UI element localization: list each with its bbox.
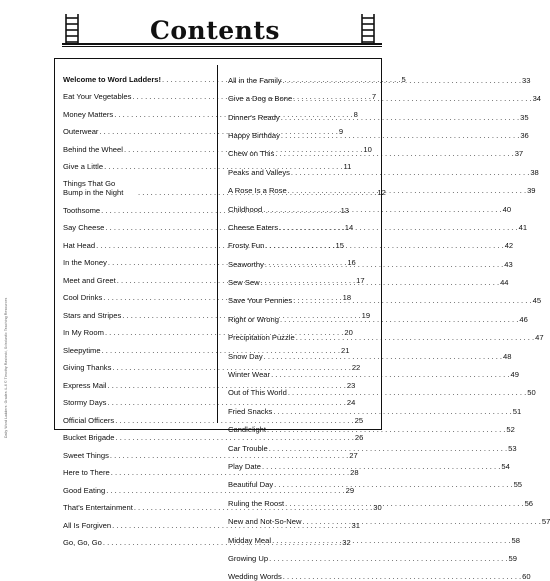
- toc-entry-title: Sew Sew: [228, 278, 260, 288]
- toc-entry-title: Beautiful Day: [228, 480, 274, 490]
- dot-leader: [279, 224, 517, 232]
- toc-entry-title: Things That Go Bump in the Night: [63, 179, 124, 197]
- toc-entry-page: 7: [371, 92, 377, 102]
- toc-entry: [228, 397, 522, 416]
- toc-entry-page: 21: [340, 345, 350, 355]
- toc-entry-title: Seaworthy: [228, 259, 264, 269]
- toc-entry-title: Stars and Stripes: [63, 310, 122, 320]
- toc-entry: [228, 140, 524, 159]
- dot-leader: [280, 316, 518, 324]
- toc-entry: [228, 195, 512, 214]
- toc-entry-page: 48: [503, 351, 512, 361]
- toc-entry-title: Welcome to Word Ladders!: [63, 74, 162, 84]
- contents-box: [54, 58, 550, 581]
- toc-entry-title: Money Matters: [63, 109, 114, 119]
- toc-entry-title: Official Officers: [63, 415, 115, 425]
- toc-entry-title: Happy Birthday: [228, 130, 280, 140]
- toc-entry-page: 47: [535, 333, 544, 343]
- dot-leader: [262, 463, 500, 471]
- toc-entry: [228, 434, 517, 453]
- ladder-icon: [358, 14, 378, 44]
- toc-entry: [228, 103, 529, 122]
- toc-entry-title: Cheese Eaters: [228, 222, 279, 232]
- toc-entry-page: 15: [335, 240, 344, 250]
- dot-leader: [291, 169, 529, 177]
- toc-entry-page: 60: [522, 572, 531, 581]
- toc-entry: [228, 121, 529, 140]
- dot-leader: [283, 74, 521, 85]
- toc-entry-title: A Rose Is a Rose: [228, 186, 287, 196]
- toc-entry-title: Snow Day: [228, 351, 263, 361]
- toc-entry-title: Outerwear: [63, 127, 99, 137]
- toc-entry-title: Hat Head: [63, 240, 96, 250]
- toc-entry-page: 19: [361, 310, 371, 320]
- dot-leader: [293, 297, 531, 305]
- toc-entry: [228, 360, 519, 380]
- dot-leader: [274, 481, 512, 489]
- toc-entry-page: 56: [524, 498, 534, 508]
- toc-entry-title: Meet and Greet: [63, 275, 116, 285]
- dot-leader: [283, 573, 521, 581]
- toc-entry-title: Give a Little: [63, 162, 104, 172]
- toc-entry-page: 36: [520, 130, 529, 140]
- toc-entry-page: 30: [373, 503, 382, 513]
- toc-entry-page: 43: [504, 259, 513, 269]
- toc-entry-title: In the Money: [63, 258, 107, 268]
- toc-entry-page: 17: [356, 275, 365, 285]
- toc-entry-title: Stormy Days: [63, 398, 107, 408]
- toc-entry-title: All Is Forgiven: [63, 520, 112, 530]
- toc-entry-page: 44: [500, 278, 509, 288]
- dot-leader: [285, 500, 523, 508]
- toc-entry-title: Ruling the Roost: [228, 498, 285, 508]
- toc-entry-page: 35: [520, 112, 529, 122]
- dot-leader: [293, 92, 531, 103]
- toc-entry-page: 57: [541, 517, 550, 527]
- toc-entry-title: Play Date: [228, 462, 261, 471]
- toc-entry-title: Chew on This: [228, 149, 275, 159]
- toc-entry-page: 42: [504, 241, 514, 251]
- header-rule: [62, 43, 382, 47]
- dot-leader: [263, 206, 501, 214]
- toc-entry-page: 16: [347, 258, 356, 268]
- toc-entry-page: 31: [351, 520, 360, 530]
- toc-entry-page: 51: [512, 406, 522, 416]
- toc-entry-title: Sweet Things: [63, 450, 109, 460]
- toc-entry-title: Frosty Fun: [228, 241, 265, 251]
- toc-entry-title: Midday Meal: [228, 535, 272, 545]
- toc-entry-page: 12: [377, 188, 386, 198]
- toc-entry-title: Good Eating: [63, 485, 106, 495]
- toc-entry: [228, 268, 509, 288]
- dot-leader: [275, 150, 513, 158]
- toc-entry-page: 38: [530, 167, 539, 177]
- toc-entry: [228, 250, 513, 269]
- toc-entry: [228, 342, 512, 361]
- dot-leader: [273, 408, 511, 416]
- column-divider: [217, 65, 218, 423]
- dot-leader: [269, 445, 507, 453]
- toc-entry-title: New and Not-So-New: [228, 517, 302, 527]
- dot-leader: [265, 242, 503, 250]
- toc-entry-page: 55: [513, 480, 523, 490]
- toc-entry-title: Toothsome: [63, 205, 101, 215]
- toc-entry-page: 37: [514, 149, 524, 159]
- dot-leader: [265, 258, 503, 269]
- toc-entry-page: 26: [354, 433, 364, 443]
- toc-entry-page: 39: [527, 186, 536, 196]
- toc-entry-title: Here to There: [63, 468, 110, 478]
- toc-entry-page: 33: [522, 75, 531, 85]
- toc-entry-page: 46: [519, 314, 528, 324]
- toc-entry-page: 53: [508, 443, 517, 453]
- toc-entry-page: 49: [510, 370, 519, 380]
- page-title: Contents: [149, 16, 280, 45]
- toc-entry-page: 24: [346, 398, 356, 408]
- toc-entry-page: 8: [353, 109, 358, 119]
- dot-leader: [271, 371, 509, 379]
- toc-entry: [228, 563, 531, 581]
- dot-leader: [288, 187, 526, 198]
- toc-entry-page: 5: [401, 74, 406, 84]
- toc-entry-title: Behind the Wheel: [63, 144, 123, 154]
- toc-entry-page: 58: [511, 535, 520, 545]
- toc-entry-page: 9: [338, 127, 344, 137]
- copyright-caption: Daily Word Ladders: Grades 4–6 © Timothy Rasinski, Scholastic Teaching Resources: [4, 297, 8, 438]
- toc-entry-page: 18: [342, 293, 352, 303]
- toc-entry-page: 23: [346, 380, 356, 390]
- dot-leader: [267, 426, 505, 434]
- toc-entry-title: All in the Family: [228, 75, 282, 85]
- toc-entry-title: Cool Drinks: [63, 293, 103, 303]
- toc-entry: [228, 305, 528, 324]
- toc-entry-title: Childhood: [228, 204, 263, 214]
- toc-entry-title: Express Mail: [63, 380, 107, 390]
- dot-leader: [288, 389, 526, 397]
- toc-entry-title: Save Your Pennies: [228, 296, 293, 306]
- dot-leader: [264, 353, 502, 361]
- toc-entry-title: Winter Wear: [228, 370, 271, 380]
- dot-leader: [281, 132, 519, 140]
- toc-entry-page: 45: [532, 296, 542, 306]
- dot-leader: [281, 114, 519, 122]
- toc-entry: [228, 379, 536, 398]
- toc-entry-page: 52: [506, 425, 515, 435]
- toc-entry: [228, 287, 542, 306]
- toc-entry-title: Candlelight: [228, 425, 266, 435]
- toc-entry: [228, 66, 531, 85]
- toc-entry-title: Right or Wrong: [228, 314, 279, 324]
- toc-entry-title: Precipitation Puzzle: [228, 333, 295, 343]
- toc-entry-page: 54: [501, 462, 510, 471]
- toc-entry-title: Car Trouble: [228, 443, 268, 453]
- dot-leader: [296, 334, 534, 342]
- dot-leader: [261, 275, 499, 287]
- dot-leader: [302, 518, 540, 526]
- toc-entry: [228, 213, 528, 232]
- toc-entry-title: Sleepytime: [63, 345, 101, 355]
- toc-entry: [228, 232, 514, 251]
- toc-entry-title: Growing Up: [228, 553, 269, 563]
- toc-entry-page: 40: [502, 204, 512, 214]
- toc-entry-page: 22: [351, 363, 361, 373]
- toc-entry: [228, 158, 539, 177]
- toc-entry-title: Fried Snacks: [228, 406, 273, 416]
- toc-entry-page: 27: [349, 450, 358, 460]
- toc-entry: [228, 544, 517, 563]
- toc-entry: [228, 84, 542, 104]
- toc-entry-title: Say Cheese: [63, 223, 105, 233]
- toc-entry: [228, 415, 515, 435]
- toc-entry-title: Bucket Brigade: [63, 433, 115, 443]
- toc-entry-page: 41: [518, 222, 528, 232]
- toc-entry: [228, 452, 510, 471]
- toc-entry-page: 50: [527, 388, 536, 398]
- toc-entry-title: Out of This World: [228, 388, 287, 398]
- toc-entry-title: Wedding Words: [228, 572, 282, 581]
- toc-entry: [228, 323, 544, 343]
- toc-entry-title: Peaks and Valleys: [228, 167, 290, 177]
- toc-entry-page: 32: [342, 538, 351, 548]
- toc-entry-title: Go, Go, Go: [63, 538, 102, 548]
- toc-entry-page: 10: [363, 144, 372, 154]
- toc-entry-page: 34: [532, 94, 542, 104]
- toc-entry-title: Give a Dog a Bone: [228, 94, 293, 104]
- toc-entry-page: 29: [345, 485, 355, 495]
- toc-entry-title: In My Room: [63, 328, 104, 338]
- toc-entry: [228, 526, 520, 545]
- toc-entry-page: 25: [354, 415, 364, 425]
- dot-leader: [272, 537, 510, 548]
- toc-entry-page: 11: [343, 162, 352, 172]
- toc-entry-title: Eat Your Vegetables: [63, 92, 132, 102]
- toc-entry-page: 14: [344, 223, 354, 233]
- toc-entry-title: Giving Thanks: [63, 363, 112, 373]
- toc-entry-page: 28: [350, 468, 359, 478]
- toc-entry-page: 20: [344, 328, 353, 338]
- dot-leader: [269, 555, 507, 563]
- toc-entry-page: 13: [340, 205, 350, 215]
- toc-entry-title: Dinner's Ready: [228, 112, 280, 122]
- toc-entry-title: That's Entertainment: [63, 503, 133, 513]
- toc-entry-page: 59: [508, 553, 517, 563]
